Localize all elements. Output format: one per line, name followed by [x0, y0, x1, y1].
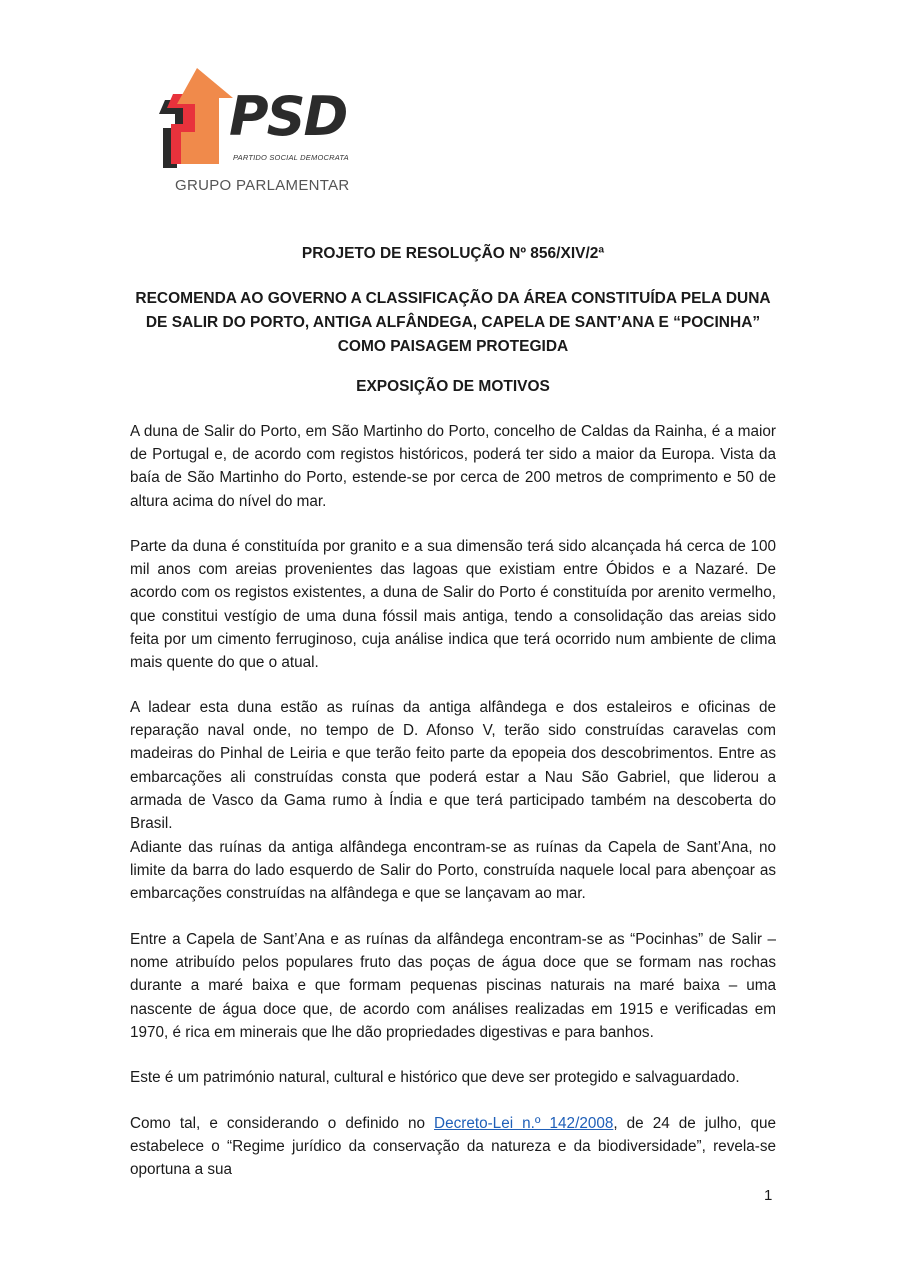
paragraph: Adiante das ruínas da antiga alfândega encontram-se as ruínas da Capela de Sant’Ana, no limite da barra do lado esquerdo de Salir do Porto, construída naquele local para abençoar as embarcações construídas na alfândega e que se lançavam ao mar.: [130, 839, 776, 903]
paragraph-with-link: [130, 1112, 776, 1182]
decree-law-link[interactable]: Decreto-Lei n.º 142/2008: [434, 1115, 614, 1132]
paragraph: Parte da duna é constituída por granito e a sua dimensão terá sido alcançada há cerca de 100 mil anos com areias provenientes das lagoas que existiam entre Óbidos e a Nazaré. De acordo com os registos existentes, a duna de Salir do Porto é constituída por arenito vermelho, que constitui vestígio de uma duna fóssil mais antiga, tendo a consolidação das areias sido feita por um cimento ferruginoso, cuja análise indica que terá ocorrido num ambiente de clima mais quente do que o atual.: [130, 538, 776, 672]
logo-psd-text: PSD: [229, 85, 347, 148]
section-heading: EXPOSIÇÃO DE MOTIVOS: [356, 378, 550, 395]
arrow-logo-icon: [155, 60, 235, 170]
paragraph: Este é um património natural, cultural e histórico que deve ser protegido e salvaguardado.: [130, 1069, 740, 1086]
text-before-link: Como tal, e considerando o definido no: [130, 1115, 435, 1132]
logo-party-name: PARTIDO SOCIAL DEMOCRATA: [233, 153, 349, 162]
paragraph: A duna de Salir do Porto, em São Martinho do Porto, concelho de Caldas da Rainha, é a maior de Portugal e, de acordo com registos históricos, poderá ter sido a maior da Europa. Vista da baía de São Martinho do Porto, estende-se por cerca de 200 metros de comprimento e 50 de altura acima do nível do mar.: [130, 423, 776, 510]
page-number: 1: [764, 1187, 773, 1204]
document-subtitle: RECOMENDA AO GOVERNO A CLASSIFICAÇÃO DA ÁREA CONSTITUÍDA PELA DUNA DE SALIR DO PORTO, ANTIGA ALFÂNDEGA, CAPELA DE SANT’ANA E “POCINHA” COMO PAISAGEM PROTEGIDA: [135, 290, 771, 355]
psd-logo: [155, 60, 355, 200]
paragraph: Entre a Capela de Sant’Ana e as ruínas da alfândega encontram-se as “Pocinhas” de Salir – nome atribuído pelos populares fruto das poças de água doce que se formam nas rochas durante a maré baixa e que formam pequenas piscinas naturais na maré baixa – uma nascente de água doce que, de acordo com análises realizadas em 1915 e verificadas em 1970, é rica em minerais que lhe dão propriedades digestivas e para banhos.: [130, 931, 776, 1041]
document-title: PROJETO DE RESOLUÇÃO Nº 856/XIV/2ª: [301, 245, 605, 262]
paragraph: A ladear esta duna estão as ruínas da antiga alfândega e dos estaleiros e oficinas de reparação naval onde, no tempo de D. Afonso V, terão sido construídas caravelas com madeiras do Pinhal de Leiria e que terão feito parte da epopeia dos descobrimentos. Entre as embarcações ali construídas consta que poderá estar a Nau São Gabriel, que liderou a armada de Vasco da Gama rumo à Índia e que terá participado também na descoberta do Brasil.: [130, 699, 776, 833]
logo-group-label: GRUPO PARLAMENTAR: [175, 177, 350, 194]
text-after-link: , de 24 de julho, que estabelece o “Regime jurídico da conservação da natureza e da biodiversidade”, revela-se oportuna a sua: [130, 1115, 777, 1179]
